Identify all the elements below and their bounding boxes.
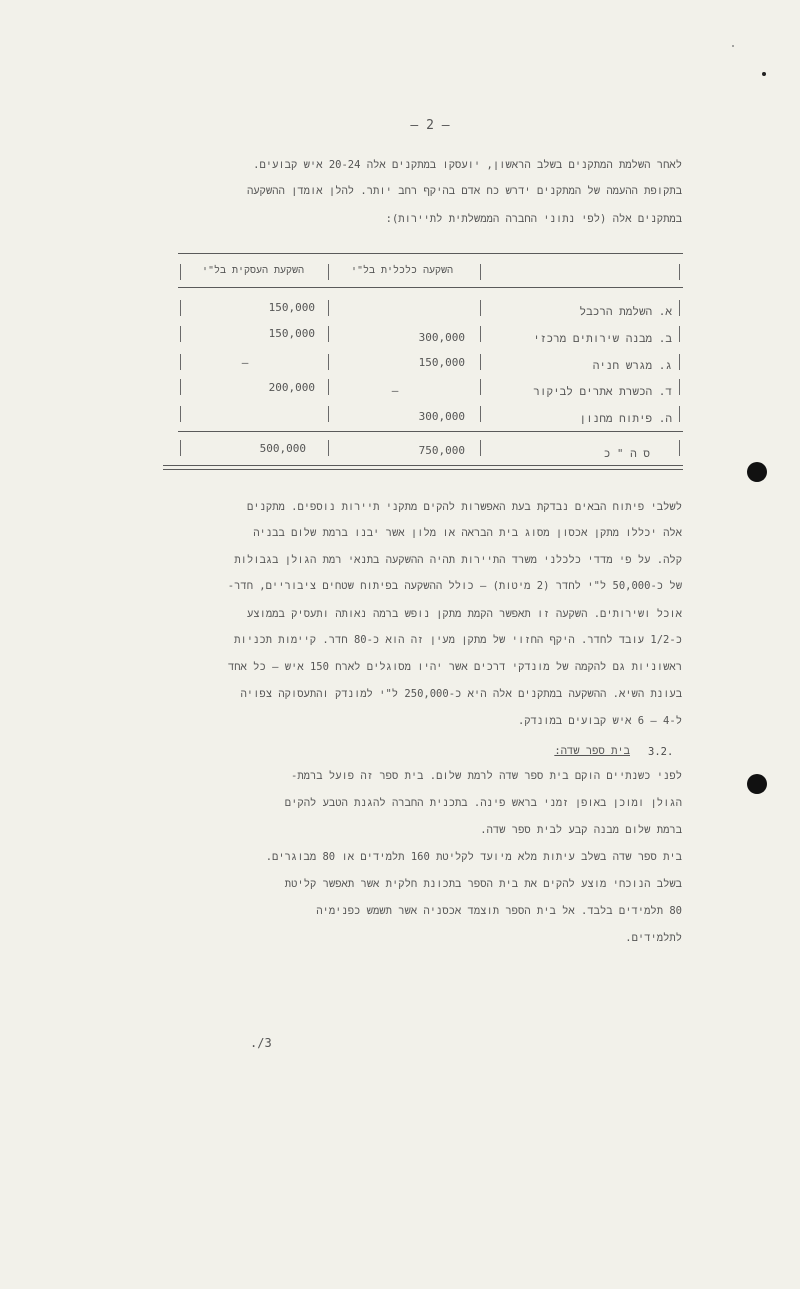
table-top-rule — [178, 253, 683, 254]
section-line: הגולן ומוכן באופן זמני בראש פינה. בתכנית החברה להגנת הטבע להקים — [284, 797, 682, 809]
column-divider — [679, 264, 680, 280]
column-divider — [480, 264, 481, 280]
column-divider — [328, 354, 329, 370]
section-number: 3.2. — [648, 746, 674, 758]
section-line: לתלמידים. — [625, 932, 682, 944]
paragraph-line: ראשוניות גם להקמה של מונדקי דרכים אשר יהיו מסוגלים לארח 150 איש – כל אחד — [227, 661, 682, 673]
section-line: 80 תלמידים בלבד. אל בית הספר תוצמד אכסניה אשר תשמש כפנימיה — [316, 905, 682, 917]
column-divider — [180, 326, 181, 342]
header-economic: השקעה כלכלית בל"י — [350, 265, 454, 276]
column-divider — [180, 440, 181, 456]
cell-economic: 150,000 — [418, 356, 465, 369]
column-divider — [480, 379, 481, 395]
column-divider — [180, 379, 181, 395]
cell-economic: 300,000 — [418, 410, 465, 423]
column-divider — [180, 406, 181, 422]
intro-line: בתקופת ההעמה של המתקנים ידרש כח אדם בהיקף רחב יותר. להלן אומדן ההשקעה — [246, 185, 682, 197]
table-bottom-rule-double — [163, 469, 683, 470]
column-divider — [328, 264, 329, 280]
section-line: ברמת שלום מבנה קבע לבית ספר שדה. — [480, 824, 682, 836]
column-divider — [679, 406, 680, 422]
cell-business: 150,000 — [268, 327, 315, 340]
column-divider — [328, 379, 329, 395]
paragraph-line: אלה יכללו מתקן אכסון מסוג בית הבראה או מלון אשר יבנו ברמת שלום בבניה — [253, 527, 682, 539]
section-title: בית ספר שדה: — [554, 745, 630, 757]
column-divider — [480, 354, 481, 370]
paragraph-line: אוכל ושירותים. השקעה זו תאפשר הקמת מתקן נופש ברמה נאותה ותעסיק בממוצע — [246, 608, 682, 620]
column-divider — [180, 264, 181, 280]
paper-speck — [762, 72, 766, 76]
paragraph-line: לשלבי פיתוח הבאים נבדקת בעת האפשרות להקים מתקני תיירות נוספים. מתקנים — [247, 501, 682, 513]
cell-label: ג. מגרש חניה — [592, 359, 672, 372]
header-business: השקעת העסקית בל"י — [201, 265, 305, 276]
paragraph-line: של כ-50,000 ל"י לחדר (2 מיטות) – כולל ההשקעה בפיתוח שטחים ציבוריים, חדר- — [227, 580, 682, 592]
column-divider — [328, 300, 329, 316]
cell-business: 200,000 — [268, 381, 315, 394]
cell-economic: 300,000 — [418, 331, 465, 344]
cell-economic: – — [391, 384, 399, 397]
cell-label: א. השלמת הרכבל — [579, 305, 672, 318]
cell-total-business: 500,000 — [259, 442, 306, 455]
section-line: בשלב הנוכחי מוצע להקים את בית הספר בתכונת חלקית אשר תאפשר קליטת — [284, 878, 682, 890]
paragraph-line: ל-4 – 6 איש קבועים במונדק. — [517, 715, 682, 727]
punch-hole — [747, 774, 767, 794]
table-total-rule — [178, 431, 683, 432]
column-divider — [180, 300, 181, 316]
cell-label: ב. מבנה שירותים מרכזי — [533, 332, 672, 345]
paragraph-line: בעונת השיא. ההשקעה במתקנים אלה היא כ-250,000 ל"י למונדק והתעסוקה צפויה — [240, 688, 682, 700]
continuation-marker: ./3 — [250, 1036, 272, 1050]
column-divider — [180, 354, 181, 370]
column-divider — [679, 440, 680, 456]
intro-line: לאחר השלמת המתקנים בשלב הראשון, יועסקו במתקנים אלה 20-24 איש קבועים. — [253, 159, 682, 171]
column-divider — [328, 440, 329, 456]
paragraph-line: קלה. על פי מדדי כלכלני משרד התיירות תהיה ההשקעה בתנאי רמת הגולן בגבולות — [234, 554, 682, 566]
table-bottom-rule — [163, 465, 683, 466]
section-line: בית ספר שדה בשלב עיתות מלא מיועד לקליטת 160 תלמידים או 80 מבוגרים. — [265, 851, 682, 863]
column-divider — [480, 300, 481, 316]
column-divider — [328, 326, 329, 342]
page-number: – 2 – — [410, 118, 450, 133]
punch-hole — [747, 462, 767, 482]
column-divider — [328, 406, 329, 422]
column-divider — [679, 379, 680, 395]
cell-total-economic: 750,000 — [418, 444, 465, 457]
cell-label: ה. פיתוח מחנון — [579, 412, 672, 425]
cell-total-label: ס ה " כ — [603, 447, 650, 460]
cell-business: 150,000 — [268, 301, 315, 314]
intro-line: במתקנים אלה (לפי נתוני החברה הממשלתית לתיירות): — [385, 213, 682, 225]
column-divider — [679, 354, 680, 370]
column-divider — [679, 300, 680, 316]
paper-speck — [732, 45, 734, 47]
section-line: לפני כשנתיים הוקם בית ספר שדה לרמת שלום. בית ספר זה פועל ברמת- — [291, 770, 682, 782]
table-header-rule — [178, 287, 683, 288]
column-divider — [679, 326, 680, 342]
column-divider — [480, 406, 481, 422]
column-divider — [480, 326, 481, 342]
paragraph-line: כ-1/2 עובד לחדר. היקף החזוי של מתקן מעין זה הוא כ-80 חדר. קיימות תכניות — [234, 634, 682, 646]
cell-label: ד. הכשרת אתרים לביקור — [533, 385, 672, 398]
cell-business: – — [241, 356, 249, 369]
